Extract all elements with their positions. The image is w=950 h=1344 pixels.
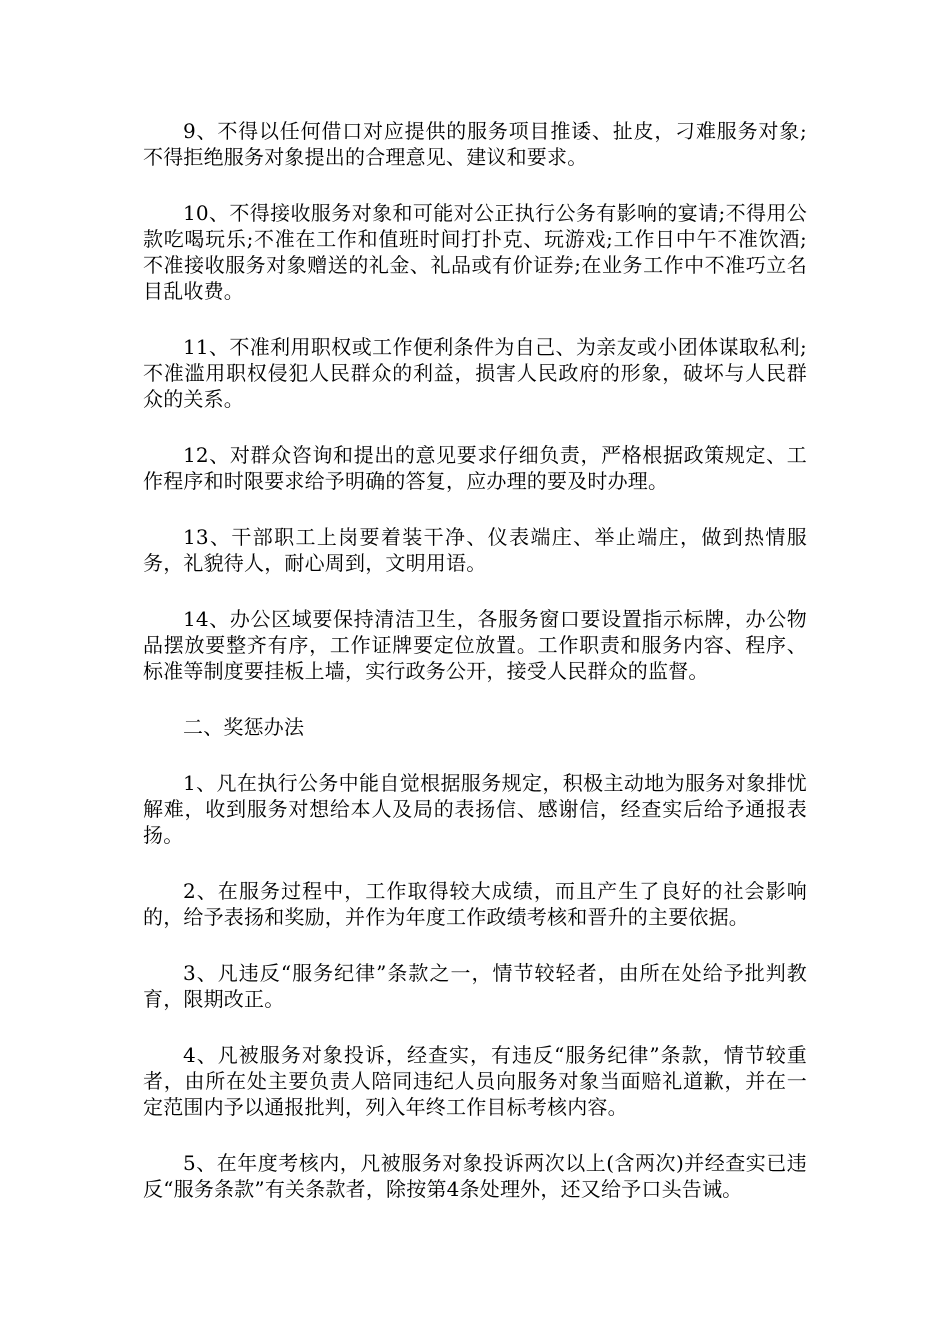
paragraph-penalty-4: 4、凡被服务对象投诉，经查实，有违反“服务纪律”条款，情节较重者，由所在处主要负责人陪同违纪人员向服务对象当面赔礼道歉，并在一定范围内予以通报批判，列入年终工作目标考核内容。 <box>143 1043 807 1119</box>
section-heading-rewards-penalties: 二、奖惩办法 <box>183 715 305 739</box>
paragraph-rule-11: 11、不准利用职权或工作便利条件为自己、为亲友或小团体谋取私利;不准滥用职权侵犯人民群众的利益，损害人民政府的形象，破坏与人民群众的关系。 <box>143 335 807 411</box>
document-body <box>143 118 807 1232</box>
paragraph-penalty-3: 3、凡违反“服务纪律”条款之一，情节较轻者，由所在处给予批判教育，限期改正。 <box>143 961 807 1011</box>
paragraph-rule-10: 10、不得接收服务对象和可能对公正执行公务有影响的宴请;不得用公款吃喝玩乐;不准在工作和值班时间打扑克、玩游戏;工作日中午不准饮酒;不准接收服务对象赠送的礼金、礼品或有价证券;在业务工作中不准巧立名目乱收费。 <box>143 201 807 303</box>
paragraph-reward-1: 1、凡在执行公务中能自觉根据服务规定，积极主动地为服务对象排忧解难，收到服务对想给本人及局的表扬信、感谢信，经查实后给予通报表扬。 <box>143 771 807 847</box>
paragraph-rule-9: 9、不得以任何借口对应提供的服务项目推诿、扯皮，刁难服务对象;不得拒绝服务对象提出的合理意见、建议和要求。 <box>143 119 807 169</box>
paragraph-penalty-5: 5、在年度考核内，凡被服务对象投诉两次以上(含两次)并经查实已违反“服务条款”有关条款者，除按第4条处理外，还又给予口头告诫。 <box>143 1151 807 1201</box>
paragraph-rule-13: 13、干部职工上岗要着装干净、仪表端庄、举止端庄，做到热情服务，礼貌待人，耐心周到，文明用语。 <box>143 525 807 575</box>
paragraph-rule-12: 12、对群众咨询和提出的意见要求仔细负责，严格根据政策规定、工作程序和时限要求给予明确的答复，应办理的要及时办理。 <box>143 443 807 493</box>
paragraph-rule-14: 14、办公区域要保持清洁卫生，各服务窗口要设置指示标牌，办公物品摆放要整齐有序，工作证牌要定位放置。工作职责和服务内容、程序、标准等制度要挂板上墙，实行政务公开，接受人民群众的监督。 <box>143 607 807 683</box>
paragraph-reward-2: 2、在服务过程中，工作取得较大成绩，而且产生了良好的社会影响的，给予表扬和奖励，并作为年度工作政绩考核和晋升的主要依据。 <box>143 879 807 929</box>
